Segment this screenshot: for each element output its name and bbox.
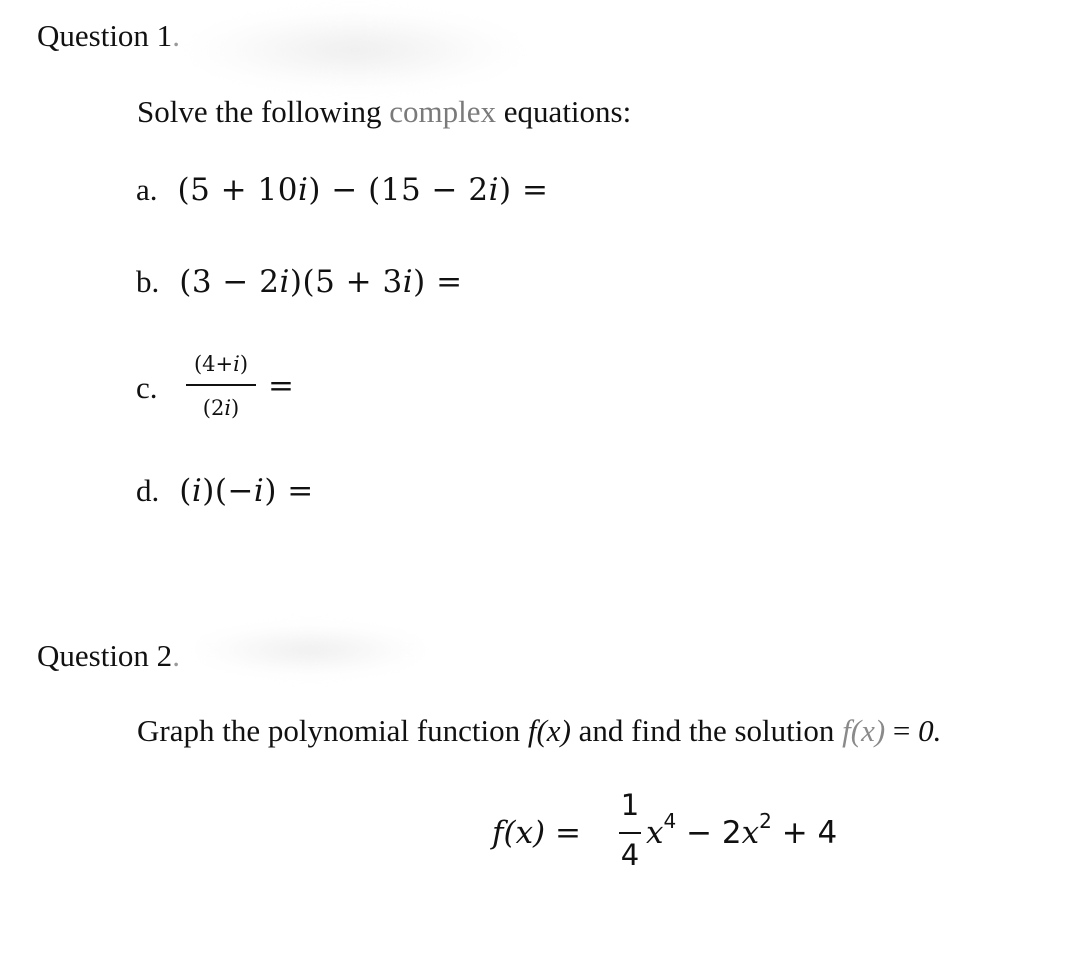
question-1-title: Question 1	[37, 18, 173, 53]
instruction-equals: =	[885, 713, 919, 748]
coefficient-numerator: 1	[620, 788, 640, 822]
item-equals: =	[268, 368, 295, 404]
instruction-zero: 0.	[918, 713, 942, 748]
question-2-title-suffix: .	[172, 638, 180, 673]
fraction-denominator: (2𝑖)	[202, 396, 240, 420]
function-lhs: 𝑓(𝑥) =	[492, 815, 581, 851]
question-2-heading	[37, 638, 180, 674]
coefficient-bar	[619, 832, 641, 834]
item-label: d.	[136, 473, 160, 508]
question-1-heading	[37, 18, 180, 54]
instruction-function-name-faded: f(x)	[842, 713, 886, 748]
term-minus: − 2	[676, 815, 742, 851]
instruction-end: equations:	[496, 94, 632, 129]
coefficient-denominator: 4	[620, 838, 640, 872]
question-1-instruction	[137, 94, 631, 130]
item-expression: (𝑖)(−𝑖) =	[179, 473, 314, 509]
term-power: 2	[759, 809, 772, 833]
question-2-instruction	[137, 713, 941, 749]
item-a	[136, 172, 548, 208]
term-constant: + 4	[771, 815, 838, 851]
instruction-part: Graph the polynomial function	[137, 713, 528, 748]
item-label: c.	[136, 370, 158, 405]
item-b	[136, 264, 463, 300]
term-power: 4	[663, 809, 677, 833]
instruction-start: Solve the following	[137, 94, 390, 129]
term-variable: 𝑥	[646, 815, 664, 851]
smudge	[190, 10, 520, 90]
smudge	[195, 625, 425, 675]
function-rhs	[646, 809, 838, 851]
item-label: a.	[136, 172, 158, 207]
instruction-faded-word: complex	[389, 94, 497, 129]
fraction-bar	[186, 384, 256, 386]
term-variable: 𝑥	[741, 815, 760, 851]
question-1-title-suffix: .	[172, 18, 180, 53]
item-expression: (5 + 10𝑖) − (15 − 2𝑖) =	[177, 172, 549, 208]
item-d	[136, 473, 314, 509]
item-expression: (3 − 2𝑖)(5 + 3𝑖) =	[179, 264, 463, 300]
instruction-part: and find the solution	[570, 713, 843, 748]
fraction-numerator: (4+𝑖)	[193, 352, 249, 376]
instruction-function-name: f(x)	[527, 713, 571, 748]
question-2-title: Question 2	[37, 638, 173, 673]
item-label: b.	[136, 264, 160, 299]
